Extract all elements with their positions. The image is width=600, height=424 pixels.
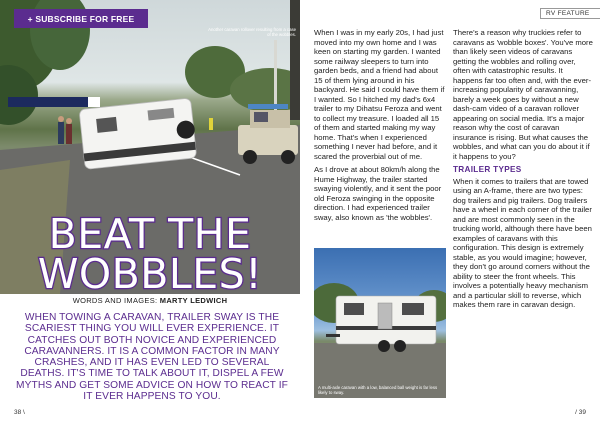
caravan-photo <box>314 248 446 398</box>
byline-prefix: WORDS AND IMAGES: <box>72 296 160 305</box>
body-column-1 <box>314 28 446 226</box>
article-title <box>0 210 300 298</box>
title-line-1: BEAT THE <box>48 210 252 258</box>
byline <box>0 296 300 305</box>
body-paragraph: When I was in my early 20s, I had just moved into my own home and I was keen on starting my garden. I wanted some railway sleepers to turn into garden beds, and a friend had about 15 of them lying around in his backyard. He said I could have them if I wanted. So I hitched my dad's 6x4 trailer to my Dihatsu Feroza and went to collect my treasure. I loaded all 15 of them and started making my way home. That's when I experienced something I never had before, and it scared the proverbial out of me. <box>314 28 445 161</box>
byline-author: MARTY LEDWICH <box>159 296 228 305</box>
section-tag: RV FEATURE <box>540 8 600 19</box>
body-paragraph: When it comes to trailers that are towed using an A-frame, there are two types: dog trailers and pig trailers. Dog trailers have a wheel in each corner of the trailer and are most commonly seen in the trucking world, although there have been examples of caravans with this configuration. This design is extremely stable, as you would imagine; however, they don't go around corners without the ability to steer the front wheels. This involves a potentially heavy mechanism and a particular skill to reverse, which makes them rare in caravan design. <box>453 176 592 309</box>
body-column-2 <box>453 28 593 314</box>
page-number-left: 38 \ <box>14 409 25 416</box>
subscribe-button[interactable]: + SUBSCRIBE FOR FREE <box>14 9 148 28</box>
photo-caption: Another caravan rollover resulting from a case of the wobbles. <box>208 27 296 37</box>
page-number-right: / 39 <box>575 409 586 416</box>
caravan-illustration <box>314 248 446 398</box>
subhead-trailer-types: TRAILER TYPES <box>453 165 522 174</box>
inset-photo-caption: A multi-axle caravan with a low, balanced ball weight is far less likely to sway. <box>318 385 438 395</box>
standfirst: WHEN TOWING A CARAVAN, TRAILER SWAY IS THE SCARIEST THING YOU WILL EVER EXPERIENCE. IT CATCHES OUT BOTH NOVICE AND EXPERIENCED CARAVANNERS. IT IS A COMMON FACTOR IN MANY CRASHES, AND IT HAS EVEN LED TO SEVERAL DEATHS. IT'S TIME TO TALK ABOUT IT, DISPEL A FEW MYTHS AND GET SOME ADVICE ON HOW TO REACT IF IT EVER HAPPENS TO YOU. <box>16 312 288 403</box>
body-paragraph: There's a reason why truckies refer to caravans as 'wobble boxes'. You've more than likely seen videos of caravans getting the wobbles and rolling over, often with catastrophic results. It happens far too often and, with the ever-increasing popularity of caravanning, barely a week goes by without a new dash-cam video of a caravan rollover appearing on social media. It's a major reason why the cost of caravan insurance is rising. But what causes the wobbles, and what can you do about it if it happens to you? <box>453 28 593 161</box>
title-line-2: WOBBLES! <box>37 250 263 298</box>
body-paragraph: As I drove at about 80km/h along the Hume Highway, the trailer started swaying violently, and it sent the poor old Feroza swinging in the opposite direction. I had experienced trailer sway, also known as 'the wobbles'. <box>314 165 442 222</box>
